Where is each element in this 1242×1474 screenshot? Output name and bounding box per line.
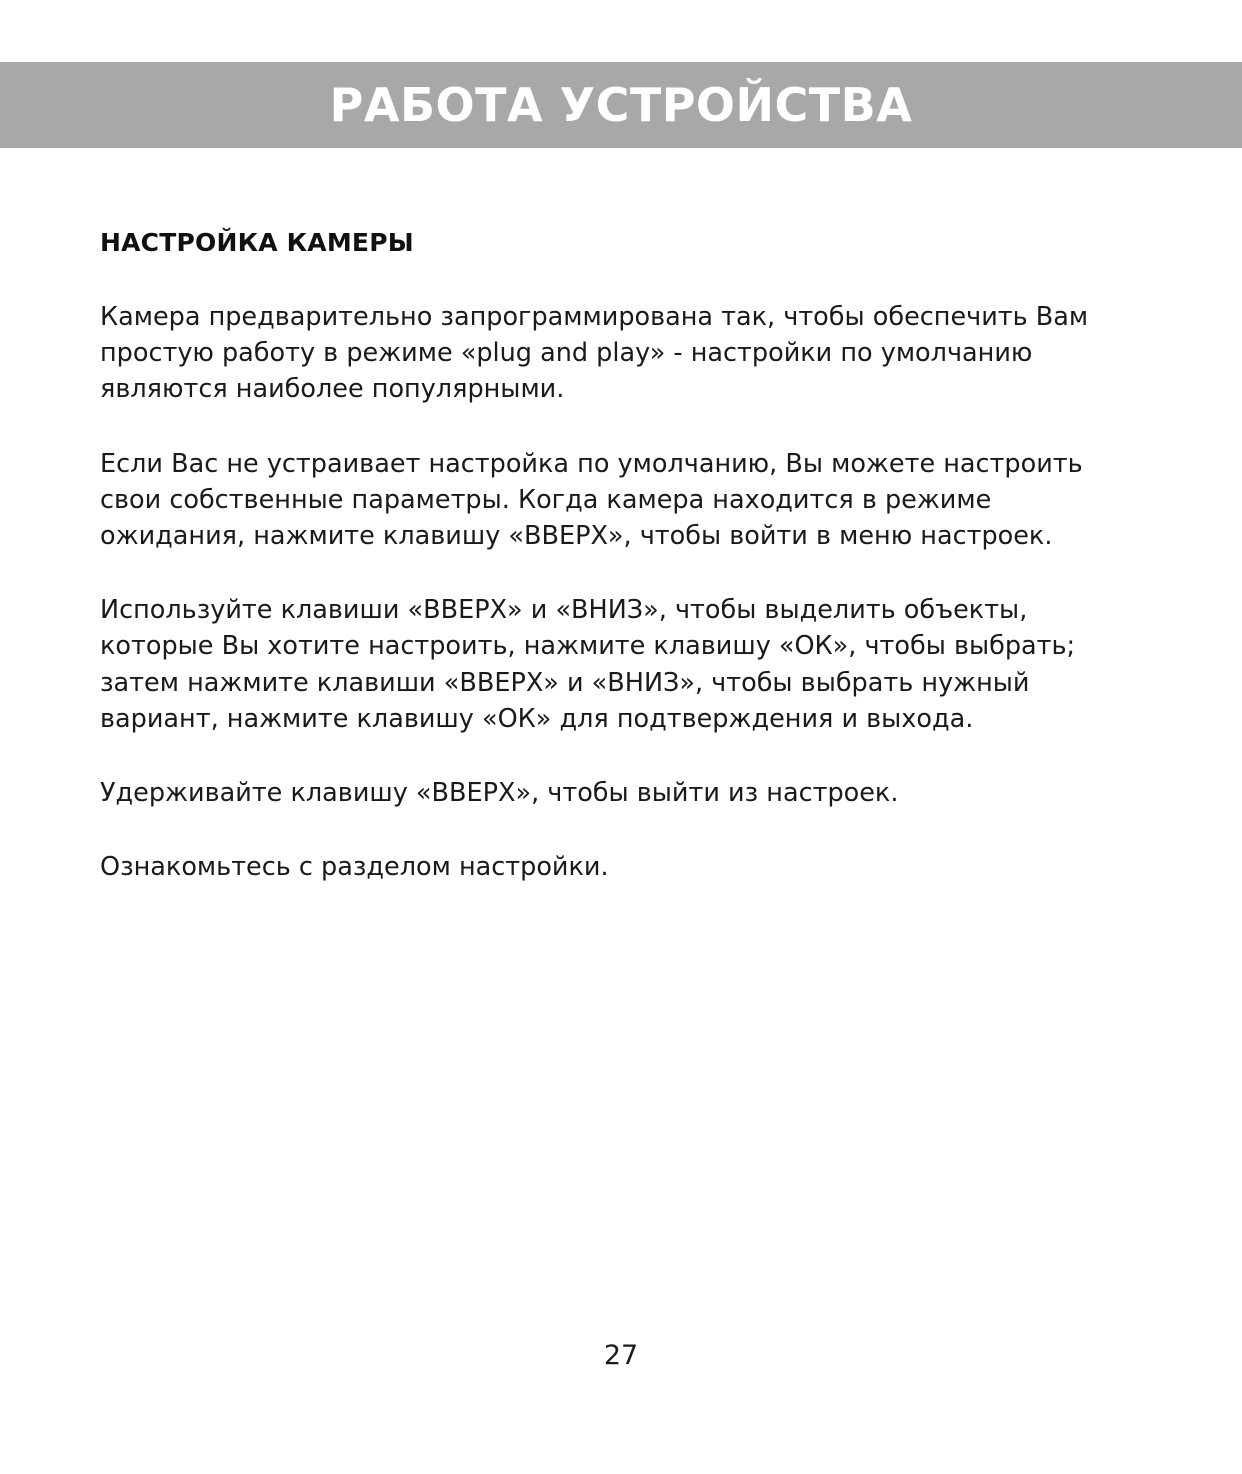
paragraph-4: Удерживайте клавишу «ВВЕРХ», чтобы выйти из настроек.	[100, 778, 899, 809]
page-content	[100, 228, 1110, 885]
page-title: РАБОТА УСТРОЙСТВА	[329, 78, 913, 132]
section-heading: НАСТРОЙКА КАМЕРЫ	[100, 228, 414, 257]
paragraph-1: Камера предварительно запрограммирована так, чтобы обеспечить Вам простую работу в режиме «plug and play» - настройки по умолчанию являются наиболее популярными.	[100, 302, 1089, 405]
page-header-band	[0, 62, 1242, 148]
paragraph-2: Если Вас не устраивает настройка по умолчанию, Вы можете настроить свои собственные параметры. Когда камера находится в режиме ожидания, нажмите клавишу «ВВЕРХ», чтобы войти в меню настроек.	[100, 448, 1083, 552]
paragraph-5: Ознакомьтесь с разделом настройки.	[100, 852, 609, 883]
page-number: 27	[603, 1340, 639, 1371]
paragraph-3: Используйте клавиши «ВВЕРХ» и «ВНИЗ», чтобы выделить объекты, которые Вы хотите настроить, нажмите клавишу «ОК», чтобы выбрать; затем нажмите клавиши «ВВЕРХ» и «ВНИЗ», чтобы выбрать нужный вариант, нажмите клавишу «ОК» для подтверждения и выхода.	[100, 595, 1076, 734]
